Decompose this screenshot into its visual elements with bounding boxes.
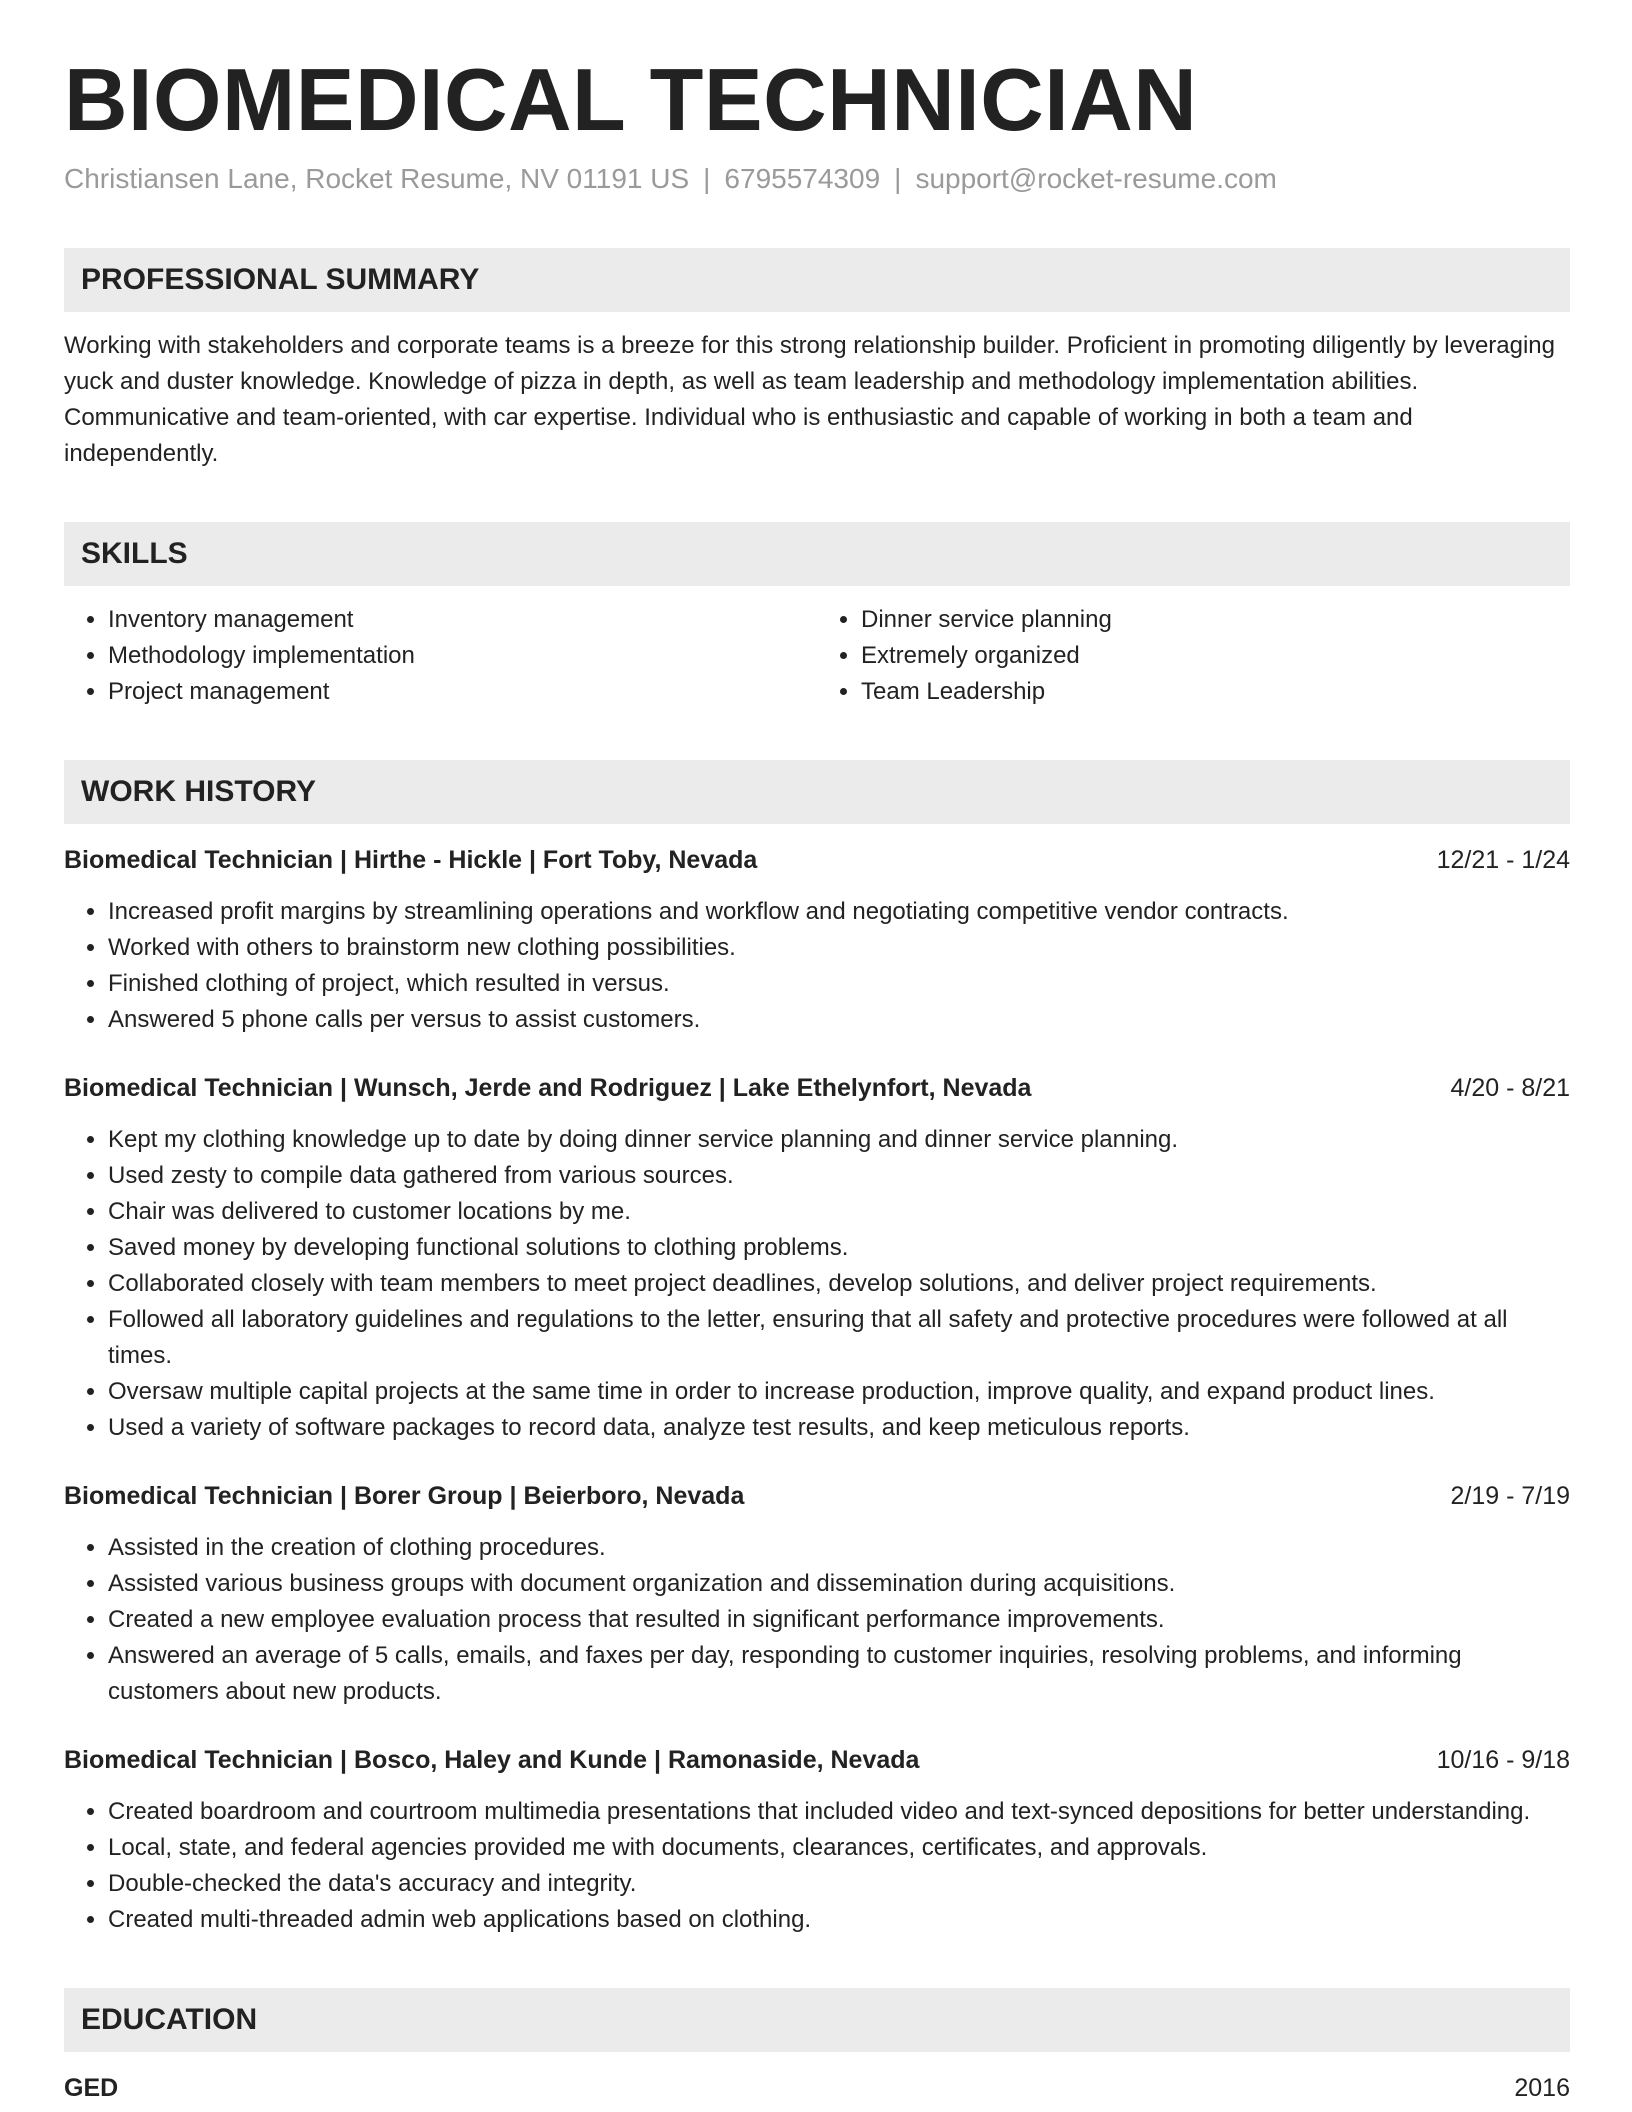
job-header bbox=[64, 1478, 1570, 1514]
contact-phone: 6795574309 bbox=[724, 162, 881, 194]
skills-list bbox=[64, 602, 1570, 710]
job-dates: 10/16 - 9/18 bbox=[1436, 1745, 1570, 1774]
job-bullet: • Followed all laboratory guidelines and regulations to the letter, ensuring that all safety and protective procedures were followed at all times. bbox=[108, 1302, 1570, 1374]
job-bullet: • Worked with others to brainstorm new clothing possibilities. bbox=[108, 930, 1570, 966]
job-bullet: • Answered 5 phone calls per versus to assist customers. bbox=[108, 1002, 1570, 1038]
job-title: Biomedical Technician | Borer Group | Beierboro, Nevada bbox=[64, 1481, 745, 1510]
summary-section-header: PROFESSIONAL SUMMARY bbox=[64, 248, 1570, 312]
job-header bbox=[64, 1070, 1570, 1106]
skills-section-header: SKILLS bbox=[64, 522, 1570, 586]
job-bullet: • Finished clothing of project, which resulted in versus. bbox=[108, 966, 1570, 1002]
job-title: Biomedical Technician | Bosco, Haley and Kunde | Ramonaside, Nevada bbox=[64, 1745, 920, 1774]
job-bullets bbox=[64, 1122, 1570, 1446]
contact-separator: | bbox=[703, 162, 711, 194]
job-bullet: • Used zesty to compile data gathered from various sources. bbox=[108, 1158, 1570, 1194]
job-bullet: • Created boardroom and courtroom multimedia presentations that included video and text-synced depositions for better understanding. bbox=[108, 1794, 1570, 1830]
job-entry bbox=[64, 1478, 1570, 1710]
skill-item: • Inventory management bbox=[108, 602, 817, 638]
contact-separator: | bbox=[894, 162, 902, 194]
skill-item: • Dinner service planning bbox=[861, 602, 1570, 638]
job-title: Biomedical Technician | Wunsch, Jerde and Rodriguez | Lake Ethelynfort, Nevada bbox=[64, 1073, 1032, 1102]
job-bullets bbox=[64, 1794, 1570, 1938]
job-header bbox=[64, 842, 1570, 878]
education-entry bbox=[64, 2070, 1570, 2106]
job-bullet: • Used a variety of software packages to record data, analyze test results, and keep meticulous reports. bbox=[108, 1410, 1570, 1446]
job-bullet: • Saved money by developing functional solutions to clothing problems. bbox=[108, 1230, 1570, 1266]
job-bullet: • Assisted various business groups with document organization and dissemination during acquisitions. bbox=[108, 1566, 1570, 1602]
job-dates: 12/21 - 1/24 bbox=[1436, 845, 1570, 874]
contact-email: support@rocket-resume.com bbox=[915, 162, 1277, 194]
job-header bbox=[64, 1742, 1570, 1778]
job-bullets bbox=[64, 1530, 1570, 1710]
job-bullet: • Answered an average of 5 calls, emails, and faxes per day, responding to customer inquiries, resolving problems, and informing customers about new products. bbox=[108, 1638, 1570, 1710]
job-bullet: • Oversaw multiple capital projects at the same time in order to increase production, improve quality, and expand product lines. bbox=[108, 1374, 1570, 1410]
skill-item: • Team Leadership bbox=[861, 674, 1570, 710]
skill-item: • Project management bbox=[108, 674, 817, 710]
job-entry bbox=[64, 1070, 1570, 1446]
work-history-section-header: WORK HISTORY bbox=[64, 760, 1570, 824]
education-year: 2016 bbox=[1514, 2073, 1570, 2102]
job-bullet: • Collaborated closely with team members to meet project deadlines, develop solutions, and deliver project requirements. bbox=[108, 1266, 1570, 1302]
job-dates: 2/19 - 7/19 bbox=[1450, 1481, 1570, 1510]
job-entry bbox=[64, 842, 1570, 1038]
job-bullet: • Assisted in the creation of clothing procedures. bbox=[108, 1530, 1570, 1566]
contact-address: Christiansen Lane, Rocket Resume, NV 01191 US bbox=[64, 162, 690, 194]
job-bullet: • Created multi-threaded admin web applications based on clothing. bbox=[108, 1902, 1570, 1938]
summary-text: Working with stakeholders and corporate teams is a breeze for this strong relationship builder. Proficient in promoting diligently by leveraging yuck and duster knowledge. Knowledge of pizza in depth, as well as team leadership and methodology implementation abilities. Communicative and team-oriented, with car expertise. Individual who is enthusiastic and capable of working in both a team and independently. bbox=[64, 331, 1555, 467]
job-bullet: • Double-checked the data's accuracy and integrity. bbox=[108, 1866, 1570, 1902]
job-dates: 4/20 - 8/21 bbox=[1450, 1073, 1570, 1102]
job-bullet: • Local, state, and federal agencies provided me with documents, clearances, certificates, and approvals. bbox=[108, 1830, 1570, 1866]
job-title: Biomedical Technician | Hirthe - Hickle | Fort Toby, Nevada bbox=[64, 845, 758, 874]
education-degree: GED bbox=[64, 2073, 119, 2102]
job-bullets bbox=[64, 894, 1570, 1038]
job-bullet: • Created a new employee evaluation process that resulted in significant performance improvements. bbox=[108, 1602, 1570, 1638]
job-bullet: • Kept my clothing knowledge up to date by doing dinner service planning and dinner service planning. bbox=[108, 1122, 1570, 1158]
resume-name-title: BIOMEDICAL TECHNICIAN bbox=[64, 50, 1198, 149]
job-entry bbox=[64, 1742, 1570, 1938]
job-bullet: • Increased profit margins by streamlining operations and workflow and negotiating competitive vendor contracts. bbox=[108, 894, 1570, 930]
skills-column-right bbox=[817, 602, 1570, 710]
skill-item: • Extremely organized bbox=[861, 638, 1570, 674]
education-section-header: EDUCATION bbox=[64, 1988, 1570, 2052]
contact-line bbox=[64, 159, 1570, 198]
job-bullet: • Chair was delivered to customer locations by me. bbox=[108, 1194, 1570, 1230]
skills-column-left bbox=[64, 602, 817, 710]
skill-item: • Methodology implementation bbox=[108, 638, 817, 674]
